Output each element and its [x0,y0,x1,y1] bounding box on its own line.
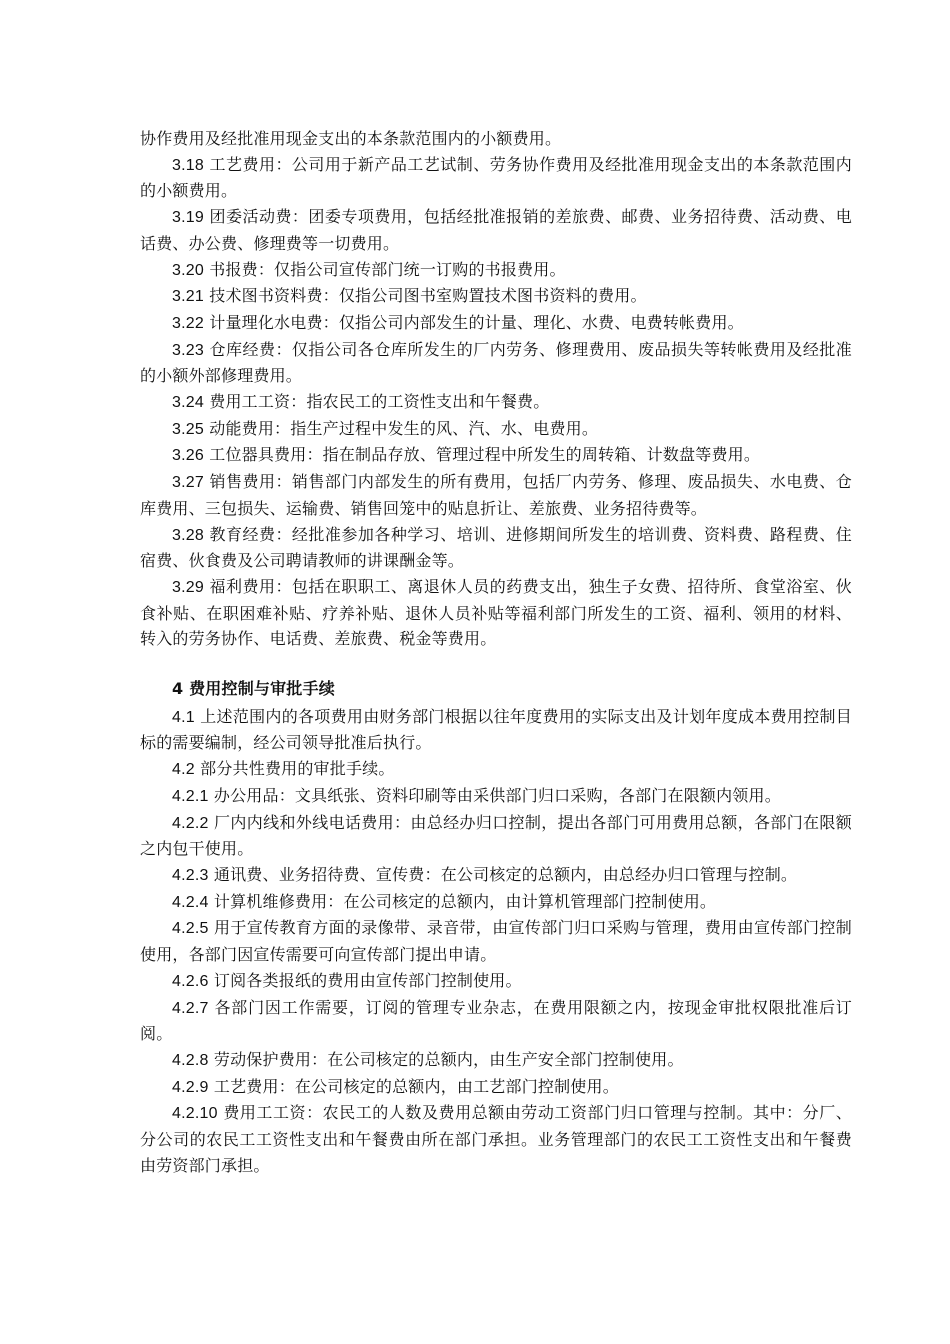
clause-3-28 [140,522,852,574]
clause-number: 3.20 [172,261,204,279]
clause-text: 办公用品：文具纸张、资料印刷等由采供部门归口采购，各部门在限额内领用。 [213,785,781,805]
clause-4-1 [140,704,852,756]
clause-text: 工艺费用：公司用于新产品工艺试制、劳务协作费用及经批准用现金支出的本条款范围内的小额费用。 [140,154,852,201]
clause-4-2-6 [140,968,852,995]
clause-number: 3.27 [172,474,204,492]
clause-number: 4.1 [172,708,195,726]
clause-3-23 [140,337,852,389]
clause-text: 销售费用：销售部门内部发生的所有费用，包括厂内劳务、修理、废品损失、水电费、仓库费用、三包损失、运输费、销售回笼中的贴息折让、差旅费、业务招待费等。 [140,472,852,518]
clause-text: 计算机维修费用：在公司核定的总额内，由计算机管理部门控制使用。 [213,891,717,911]
clause-4-2-9 [140,1074,852,1101]
clause-text: 费用工工资：指农民工的工资性支出和午餐费。 [209,392,550,412]
clause-3-29 [140,574,852,652]
clause-number: 4.2.10 [172,1105,218,1123]
clause-number: 4.2.2 [172,814,209,832]
clause-text: 用于宣传教育方面的录像带、录音带，由宣传部门归口采购与管理，费用由宣传部门控制使用，各部门因宣传需要可向宣传部门提出申请。 [140,918,852,965]
clause-4-2-8 [140,1047,852,1074]
document-body [140,126,852,1178]
clause-number: 4.2.1 [172,787,209,805]
clause-3-18 [140,152,852,204]
paragraph-text: 协作费用及经批准用现金支出的本条款范围内的小额费用。 [140,129,562,148]
clause-text: 福利费用：包括在职职工、离退休人员的药费支出，独生子女费、招待所、食堂浴室、伙食补贴、在职困难补贴、疗养补贴、退休人员补贴等福利部门所发生的工资、福利、领用的材料、转入的劳务协作、电话费、差旅费、税金等费用。 [140,576,852,649]
clause-4-2-10 [140,1100,852,1178]
clause-4-2-2 [140,810,852,862]
clause-3-25 [140,416,852,443]
clause-number: 3.26 [172,447,204,465]
clause-text: 部分共性费用的审批手续。 [200,759,395,779]
clause-text: 通讯费、业务招待费、宣传费：在公司核定的总额内，由总经办归口管理与控制。 [213,864,798,884]
clause-number: 3.29 [172,578,204,596]
clause-number: 3.24 [172,394,204,412]
clause-4-2-5 [140,915,852,967]
clause-3-26 [140,442,852,469]
clause-3-27 [140,469,852,521]
clause-3-20 [140,257,852,284]
clause-text: 书报费：仅指公司宣传部门统一订购的书报费用。 [209,259,566,279]
clause-4-2-7 [140,995,852,1047]
clause-text: 仓库经费：仅指公司各仓库所发生的厂内劳务、修理费用、废品损失等转帐费用及经批准的小额外部修理费用。 [140,339,852,386]
clause-text: 计量理化水电费：仅指公司内部发生的计量、理化、水费、电费转帐费用。 [209,312,744,332]
clause-number: 4.2.5 [172,920,209,938]
clause-text: 工艺费用：在公司核定的总额内，由工艺部门控制使用。 [213,1076,619,1096]
clause-number: 3.19 [172,209,204,227]
clause-3-22 [140,310,852,337]
clause-3-19 [140,204,852,256]
clause-number: 3.28 [172,526,204,544]
clause-number: 3.22 [172,314,204,332]
clause-4-2-4 [140,889,852,916]
clause-text: 费用工工资：农民工的人数及费用总额由劳动工资部门归口管理与控制。其中：分厂、分公司的农民工工资性支出和午餐费由所在部门承担。业务管理部门的农民工工资性支出和午餐费由劳资部门承担。 [140,1103,852,1175]
paragraph-continued [140,126,852,152]
clause-3-24 [140,389,852,416]
clause-4-2-1 [140,783,852,810]
clause-text: 厂内内线和外线电话费用：由总经办归口控制，提出各部门可用费用总额，各部门在限额之内包干使用。 [140,812,852,859]
clause-text: 各部门因工作需要，订阅的管理专业杂志，在费用限额之内，按现金审批权限批准后订阅。 [140,997,852,1044]
clause-text: 劳动保护费用：在公司核定的总额内，由生产安全部门控制使用。 [213,1049,684,1069]
clause-text: 上述范围内的各项费用由财务部门根据以往年度费用的实际支出及计划年度成本费用控制目标的需要编制，经公司领导批准后执行。 [140,706,852,753]
clause-text: 团委活动费：团委专项费用，包括经批准报销的差旅费、邮费、业务招待费、活动费、电话费、办公费、修理费等一切费用。 [140,207,852,253]
clause-number: 4.2.7 [172,999,209,1017]
clause-4-2 [140,756,852,783]
clause-text: 工位器具费用：指在制品存放、管理过程中所发生的周转箱、计数盘等费用。 [209,445,761,465]
clause-number: 4.2.9 [172,1078,209,1096]
clause-text: 教育经费：经批准参加各种学习、培训、进修期间所发生的培训费、资料费、路程费、住宿费、伙食费及公司聘请教师的讲课酬金等。 [140,524,852,571]
clause-number: 4.2.8 [172,1051,209,1069]
clause-number: 3.21 [172,288,204,306]
clause-text: 技术图书资料费：仅指公司图书室购置技术图书资料的费用。 [209,286,647,306]
clause-number: 4.2.4 [172,893,209,911]
clause-text: 订阅各类报纸的费用由宣传部门控制使用。 [213,970,522,990]
clause-number: 3.18 [172,156,204,174]
clause-number: 4.2.3 [172,866,209,884]
clause-text: 动能费用：指生产过程中发生的风、汽、水、电费用。 [209,418,599,438]
clause-3-21 [140,283,852,310]
clause-number: 4.2.6 [172,972,209,990]
clause-number: 3.23 [172,341,204,359]
clause-number: 4.2 [172,761,195,779]
section-heading: 4 费用控制与审批手续 [172,679,335,699]
clause-number: 3.25 [172,420,204,438]
clause-4-2-3 [140,862,852,889]
